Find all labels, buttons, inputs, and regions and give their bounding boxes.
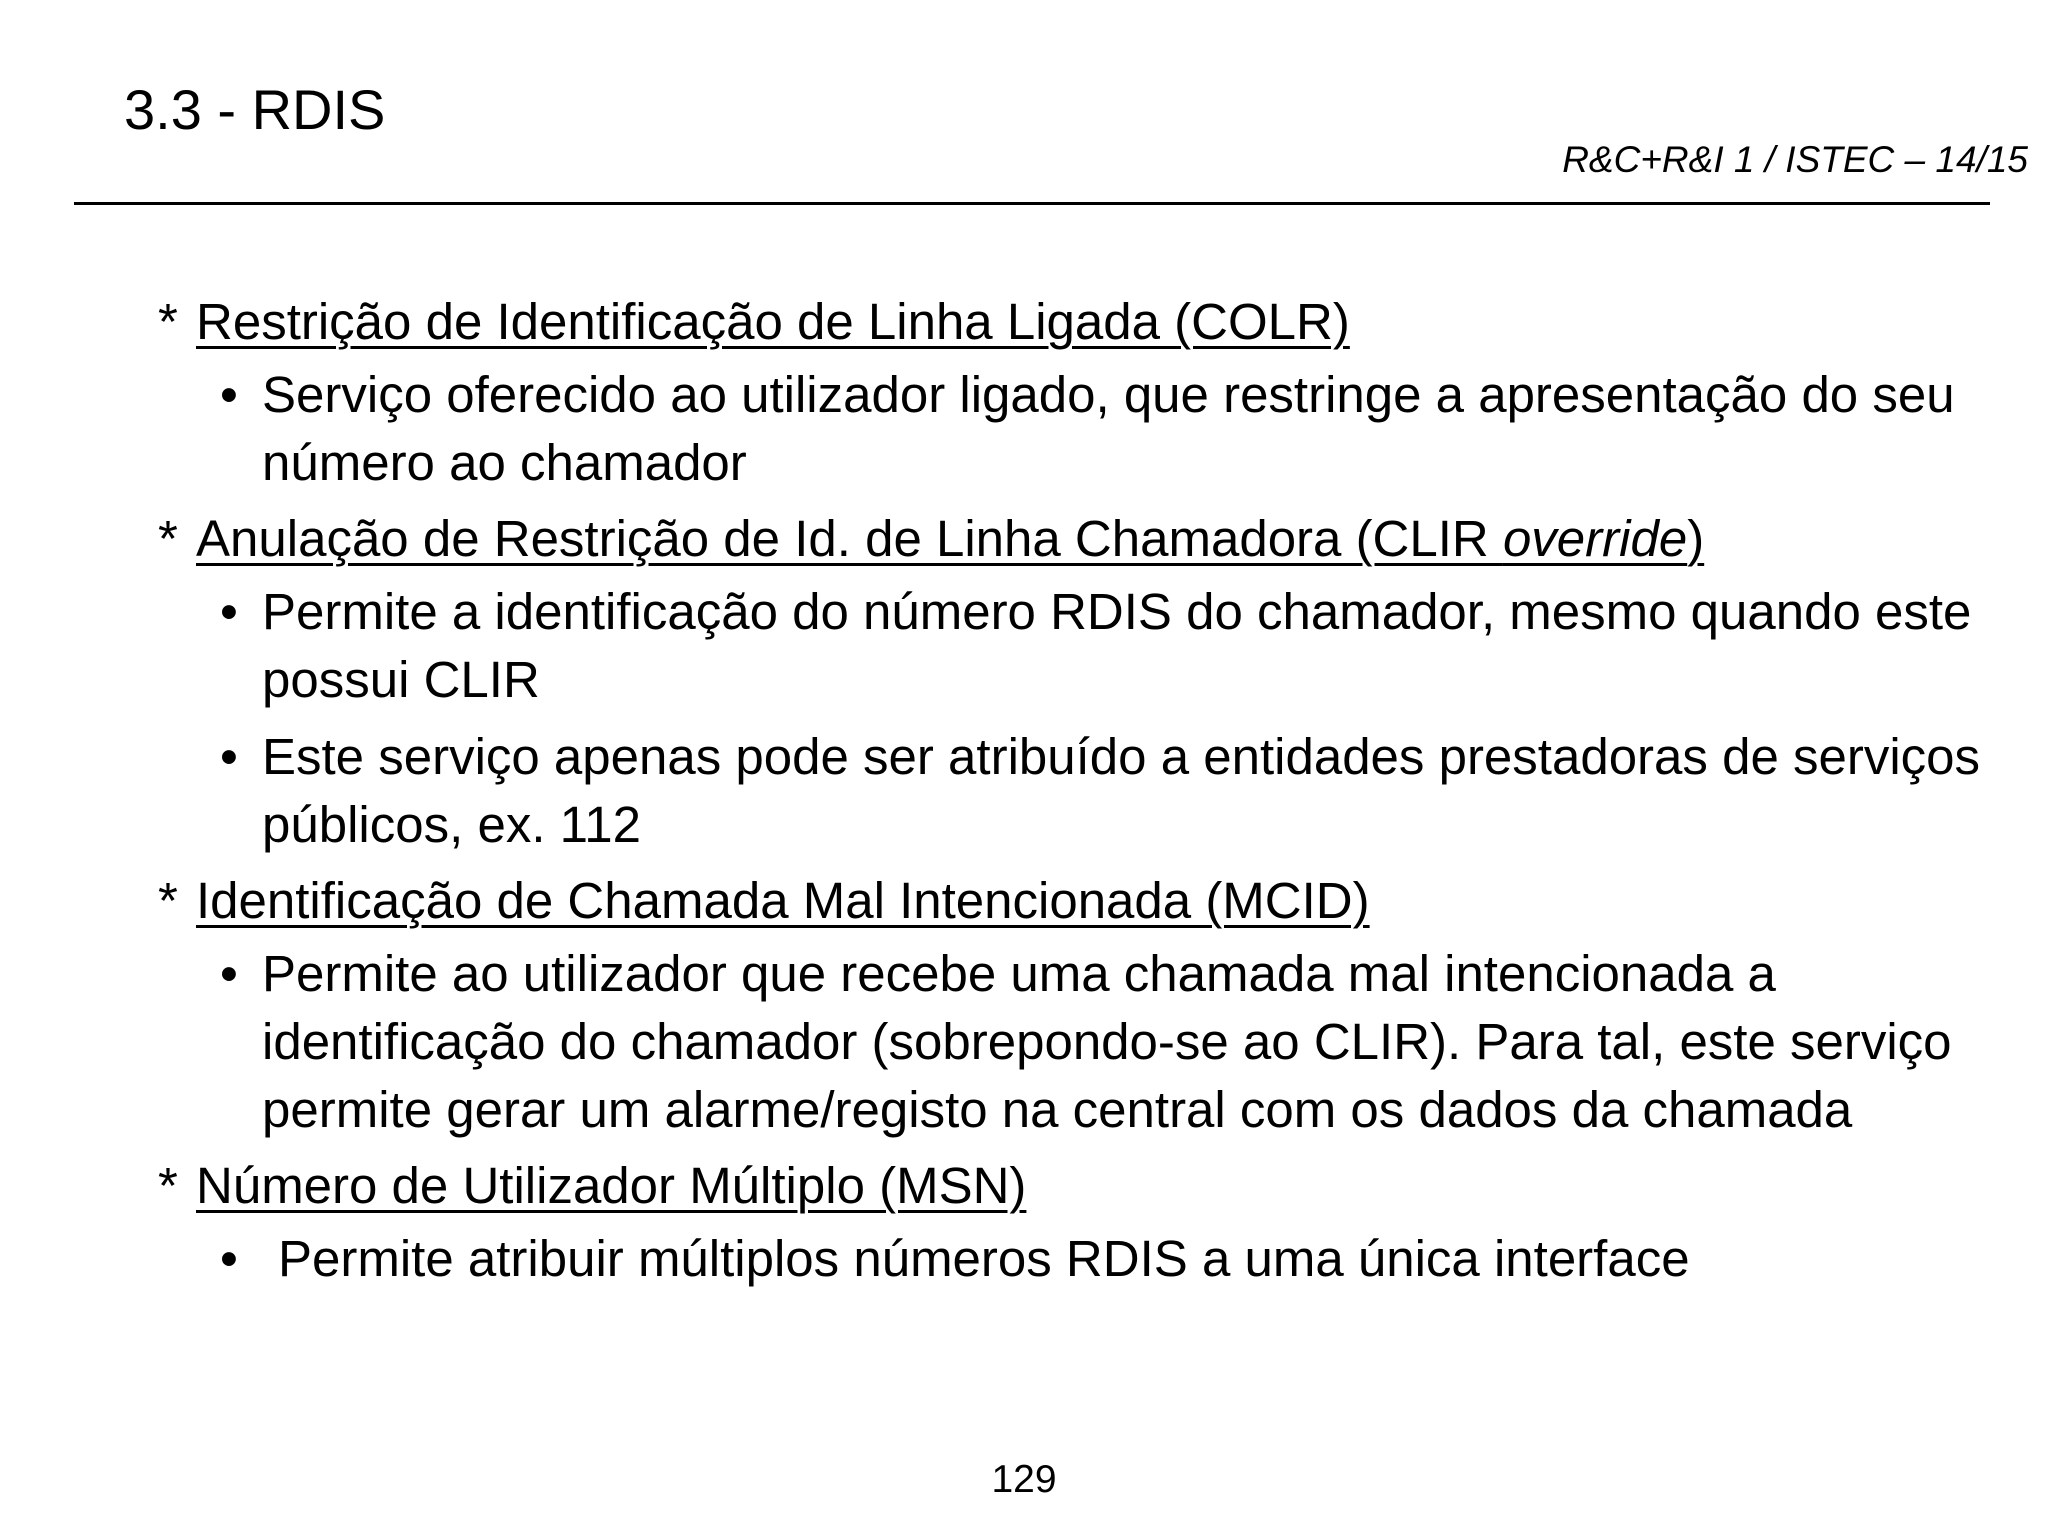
topic-heading — [196, 510, 1704, 567]
topic-heading: Número de Utilizador Múltiplo (MSN) — [196, 1157, 1027, 1214]
bullet-item — [220, 1225, 2008, 1293]
bullet-text: Permite atribuir múltiplos números RDIS a uma única interface — [278, 1230, 1690, 1287]
bullet-dot: • — [220, 945, 238, 1002]
page-number: 129 — [991, 1458, 1057, 1501]
topic-marker: * — [158, 872, 178, 929]
topic-heading: Identificação de Chamada Mal Intencionada (MCID) — [196, 872, 1370, 929]
topic-heading-italic: override — [1502, 510, 1688, 567]
topic-heading-part: Anulação de Restrição de Id. de Linha Chamadora (CLIR — [196, 510, 1503, 567]
topic-mcid — [158, 867, 2008, 935]
bullet-text: Permite a identificação do número RDIS do chamador, mesmo quando este possui CLIR — [262, 583, 1972, 708]
topic-marker: * — [158, 293, 178, 350]
topic-clir-override — [158, 505, 2008, 573]
topic-marker: * — [158, 1157, 178, 1214]
topic-heading: Restrição de Identificação de Linha Ligada (COLR) — [196, 293, 1350, 350]
topic-marker: * — [158, 510, 178, 567]
header-divider — [74, 202, 1990, 205]
topic-msn — [158, 1152, 2008, 1220]
bullet-item — [220, 940, 2008, 1144]
bullet-item — [220, 723, 2008, 859]
bullet-dot: • — [220, 366, 238, 423]
slide-title: 3.3 - RDIS — [124, 78, 386, 141]
bullet-dot: • — [220, 728, 238, 785]
bullet-item — [220, 361, 2008, 497]
topic-colr — [158, 288, 2008, 356]
topic-heading-part: ) — [1687, 510, 1705, 567]
bullet-text: Este serviço apenas pode ser atribuído a entidades prestadoras de serviços públicos, ex. 112 — [262, 728, 1981, 853]
bullet-text: Permite ao utilizador que recebe uma chamada mal intencionada a identificação do chamador (sobrepondo-se ao CLIR). Para tal, este serviço permite gerar um alarme/registo na central com os dados da chamada — [262, 945, 1952, 1138]
bullet-dot: • — [220, 583, 238, 640]
course-label: R&C+R&I 1 / ISTEC – 14/15 — [1562, 139, 2028, 180]
bullet-dot: • — [220, 1230, 238, 1287]
bullet-text: Serviço oferecido ao utilizador ligado, que restringe a apresentação do seu número ao chamador — [262, 366, 1955, 491]
bullet-item — [220, 578, 2008, 714]
slide-content — [158, 288, 2008, 1293]
